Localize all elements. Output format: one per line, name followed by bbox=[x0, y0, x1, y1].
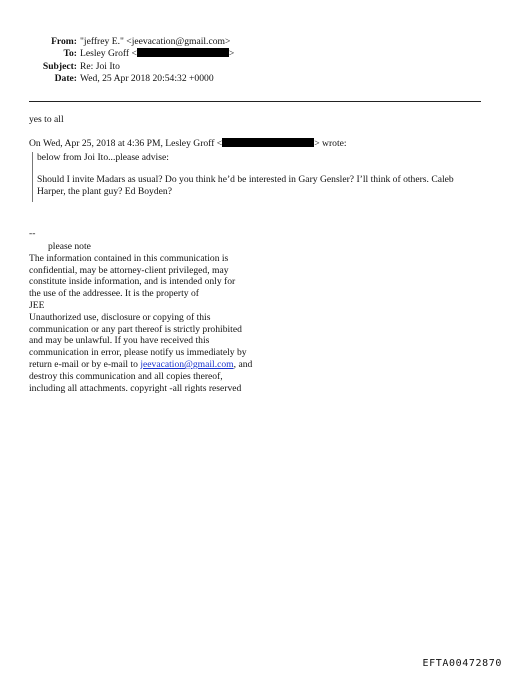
date-label: Date: bbox=[54, 73, 77, 85]
disclaimer-line: constitute inside information, and is intended only for bbox=[29, 276, 236, 288]
disclaimer-line: The information contained in this communication is bbox=[29, 252, 229, 264]
quoted-line: Should I invite Madars as usual? Do you think he’d be interested in Gary Gensler? I’ll think of others. Caleb bbox=[37, 174, 454, 185]
disclaimer-line: communication in error, please notify us immediately by bbox=[29, 347, 247, 359]
quote-intro bbox=[29, 138, 347, 150]
disclaimer-line: confidential, may be attorney-client privileged, may bbox=[29, 264, 229, 276]
signature-separator: -- bbox=[29, 228, 36, 239]
date-row bbox=[0, 73, 250, 85]
disclaimer-line: including all attachments. copyright -all rights reserved bbox=[29, 382, 242, 394]
to-value-wrap bbox=[80, 48, 234, 60]
disclaimer-line: communication or any part thereof is strictly prohibited bbox=[29, 323, 242, 335]
date-value: Wed, 25 Apr 2018 20:54:32 +0000 bbox=[80, 73, 214, 85]
to-row bbox=[0, 48, 250, 60]
header-divider bbox=[29, 101, 481, 102]
disclaimer-line: the use of the addressee. It is the property of bbox=[29, 288, 199, 300]
email-header bbox=[0, 36, 250, 86]
notify-prefix: return e-mail or by e-mail to bbox=[29, 358, 141, 370]
to-label: To: bbox=[63, 48, 77, 60]
subject-value: Re: Joi Ito bbox=[80, 60, 120, 72]
disclaimer-line: JEE bbox=[29, 299, 45, 311]
from-label: From: bbox=[51, 36, 77, 47]
subject-row bbox=[0, 61, 250, 73]
disclaimer-line: and may be unlawful. If you have received this bbox=[29, 335, 210, 347]
notify-suffix: , and bbox=[233, 358, 253, 370]
forward-note: below from Joi Ito...please advise: bbox=[37, 152, 169, 163]
redaction-box bbox=[137, 48, 229, 57]
to-value: Lesley Groff < bbox=[80, 48, 137, 60]
quoted-line: Harper, the plant guy? Ed Boyden? bbox=[37, 186, 172, 197]
document-id: EFTA00472870 bbox=[422, 658, 502, 669]
quoted-message bbox=[32, 152, 454, 202]
signature-note: please note bbox=[48, 241, 91, 252]
quote-intro-suffix: > wrote: bbox=[314, 138, 347, 149]
to-suffix: > bbox=[228, 48, 235, 60]
from-value: "jeffrey E." <jeevacation@gmail.com> bbox=[80, 36, 231, 47]
disclaimer-line: destroy this communication and all copies thereof, bbox=[29, 370, 223, 382]
email-link[interactable]: jeevacation@gmail.com bbox=[140, 358, 234, 370]
subject-label: Subject: bbox=[42, 60, 77, 72]
signature-block bbox=[29, 241, 252, 394]
disclaimer-notify-line bbox=[29, 359, 252, 371]
quote-intro-prefix: On Wed, Apr 25, 2018 at 4:36 PM, Lesley Groff < bbox=[29, 138, 223, 149]
from-row bbox=[0, 36, 250, 48]
reply-text: yes to all bbox=[29, 114, 64, 125]
redaction-box bbox=[222, 138, 314, 147]
disclaimer-line: Unauthorized use, disclosure or copying of this bbox=[29, 311, 211, 323]
